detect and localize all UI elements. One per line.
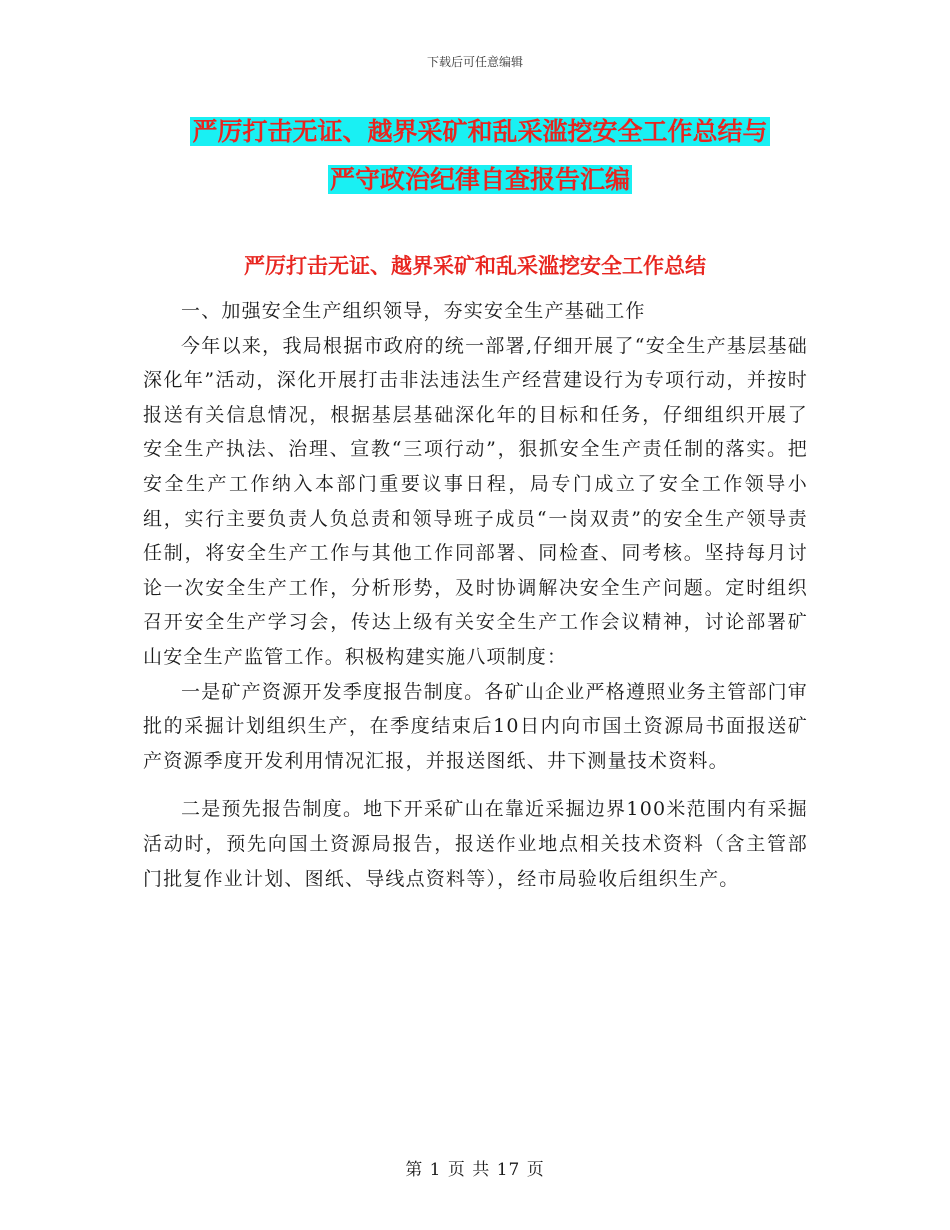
- paragraph: 二是预先报告制度。地下开采矿山在靠近采掘边界100米范围内有采掘活动时，预先向国土资源局报告，报送作业地点相关技术资料（含主管部门批复作业计划、图纸、导线点资料等），经市局验收后组织生产。: [143, 798, 808, 890]
- page-number-footer: 第 1 页 共 17 页: [405, 1160, 545, 1180]
- header-note: 下载后可任意编辑: [426, 55, 523, 69]
- document-title-line-2: 严守政治纪律自查报告汇编: [329, 165, 630, 194]
- section-title: 严厉打击无证、越界采矿和乱采滥挖安全工作总结: [244, 254, 706, 278]
- document-title: [140, 108, 820, 204]
- document-body: [143, 294, 808, 896]
- paragraph: 一是矿产资源开发季度报告制度。各矿山企业严格遵照业务主管部门审批的采掘计划组织生产，在季度结束后10日内向市国土资源局书面报送矿产资源季度开发利用情况汇报，并报送图纸、井下测量技术资料。: [143, 680, 808, 772]
- paragraph-heading-1: 一、加强安全生产组织领导，夯实安全生产基础工作: [181, 300, 646, 322]
- document-title-line-1: 严厉打击无证、越界采矿和乱采滥挖安全工作总结与: [192, 117, 768, 146]
- paragraph: 今年以来，我局根据市政府的统一部署,仔细开展了“安全生产基层基础深化年”活动，深化开展打击非法违法生产经营建设行为专项行动，并按时报送有关信息情况，根据基层基础深化年的目标和任务，仔细组织开展了安全生产执法、治理、宣教“三项行动”，狠抓安全生产责任制的落实。把安全生产工作纳入本部门重要议事日程，局专门成立了安全工作领导小组，实行主要负责人负总责和领导班子成员“一岗双责”的安全生产领导责任制，将安全生产工作与其他工作同部署、同检查、同考核。坚持每月讨论一次安全生产工作，分析形势，及时协调解决安全生产问题。定时组织召开安全生产学习会，传达上级有关安全生产工作会议精神，讨论部署矿山安全生产监管工作。积极构建实施八项制度：: [143, 334, 808, 668]
